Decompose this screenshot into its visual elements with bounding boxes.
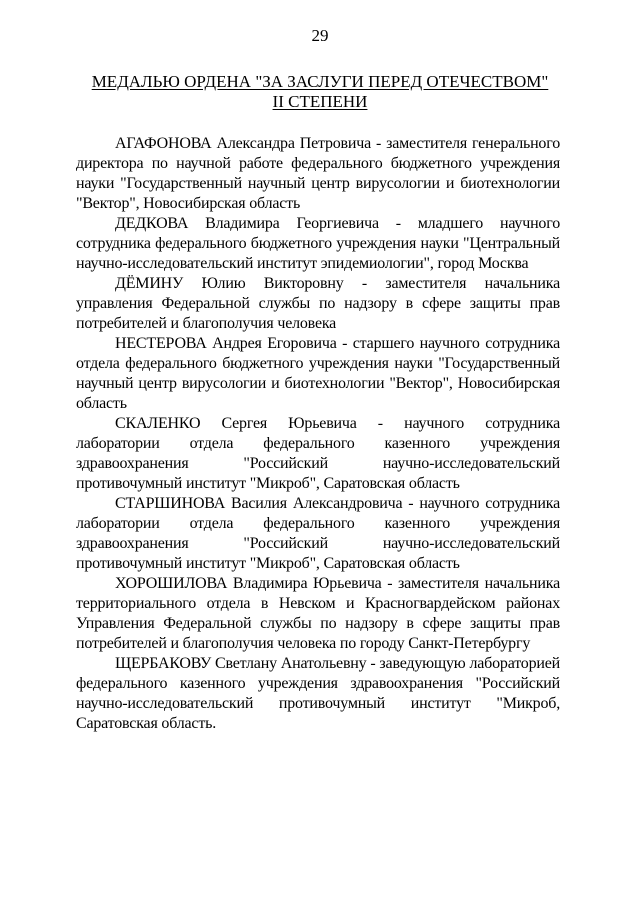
award-entry: НЕСТЕРОВА Андрея Егоровича - старшего научного сотрудника отдела федерального бюджетного учреждения науки "Государственный научный центр вирусологии и биотехнологии "Вектор", Новосибирская область: [76, 335, 560, 412]
section-heading: [60, 72, 580, 112]
award-entry: ДЕДКОВА Владимира Георгиевича - младшего научного сотрудника федерального бюджетного учреждения науки "Центральный научно-исследовательский институт эпидемиологии", город Москва: [76, 215, 560, 272]
award-entry: ЩЕРБАКОВУ Светлану Анатольевну - заведующую лабораторией федерального казенного учреждения здравоохранения "Российский научно-исследовательский противочумный институт "Микроб, Саратовская область.: [76, 655, 560, 732]
award-entry: СКАЛЕНКО Сергея Юрьевича - научного сотрудника лаборатории отдела федерального казенного учреждения здравоохранения "Российский научно-исследовательский противочумный институт "Микроб", Саратовская область: [76, 415, 560, 492]
section-heading-line-2: II СТЕПЕНИ: [272, 92, 368, 111]
award-entry: СТАРШИНОВА Василия Александровича - научного сотрудника лаборатории отдела федерального казенного учреждения здравоохранения "Российский научно-исследовательский противочумный институт "Микроб", Саратовская область: [76, 495, 560, 572]
section-heading-line-1: МЕДАЛЬЮ ОРДЕНА "ЗА ЗАСЛУГИ ПЕРЕД ОТЕЧЕСТВОМ": [91, 72, 549, 91]
award-entry: ХОРОШИЛОВА Владимира Юрьевича - заместителя начальника территориального отдела в Невском и Красногвардейском районах Управления Федеральной службы по надзору в сфере защиты прав потребителей и благополучия человека по городу Санкт-Петербургу: [76, 575, 560, 652]
page-number: 29: [311, 26, 329, 45]
award-entry: АГАФОНОВА Александра Петровича - заместителя генерального директора по научной работе федерального бюджетного учреждения науки "Государственный научный центр вирусологии и биотехнологии "Вектор", Новосибирская область: [76, 135, 560, 212]
award-list: [76, 134, 560, 734]
award-entry: ДЁМИНУ Юлию Викторовну - заместителя начальника управления Федеральной службы по надзору в сфере защиты прав потребителей и благополучия человека: [76, 275, 560, 332]
